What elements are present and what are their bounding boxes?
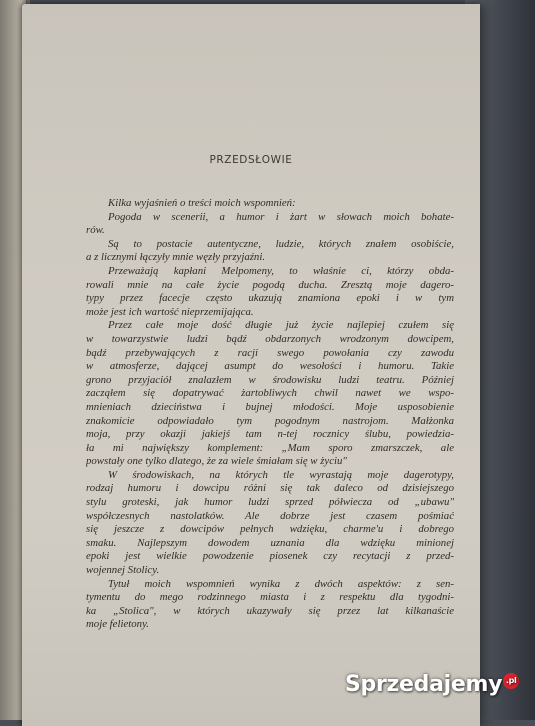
text-line: epoki jest wielkie powodzenie piosenek czy recytacji z przed- [86,550,454,563]
text-line: smaku. Najlepszym dowodem uznania dla wdzięku minionej [86,536,454,549]
text-line: Przez całe moje dość długie już życie najlepiej czułem się [108,319,454,332]
text-line: typy przez facecje często ukazują znamiona epoki i w tym [86,292,454,305]
text-line: Tytuł moich wspomnień wynika z dwóch aspektów: z sen- [108,577,454,590]
text-line: rów. [86,224,105,237]
text-line: a z licznymi łączyły mnie węzły przyjaźni. [86,251,266,264]
text-line: ka „Stolica", w których ukazywały się przez lat kilkanaście [86,604,454,617]
text-line: tymentu do mego rodzinnego miasta i z respektu dla tygodni- [86,591,454,604]
paragraph [86,265,454,319]
page-body [86,197,454,632]
text-line: rodzaj humoru i dowcipu różni się tak daleco od dzisiejszego [86,482,454,495]
page-heading: PRZEDSŁOWIE [209,154,293,166]
text-line: rowali mnie na całe życie pogodą ducha. Zresztą moje dagero- [86,278,454,291]
paragraph [86,578,454,632]
watermark-badge: .pl [503,673,519,689]
text-line: moje felietony. [86,618,149,631]
text-line: mnieniach dzieciństwa i bujnej młodości. Moje usposobienie [86,400,454,413]
text-line: zacząłem się dopatrywać żartobliwych chwil nawet we wspo- [86,387,454,400]
paragraph [86,469,454,578]
text-line: Kilka wyjaśnień o treści moich wspomnień: [108,197,296,209]
text-line: w towarzystwie ludzi bądź obdarzonych wrodzonym dowcipem, [86,332,454,345]
text-line: moja, przy okazji jakiejś tam n-tej rocznicy ślubu, powiedzia- [86,428,454,441]
watermark-logo [345,672,519,697]
paragraph [86,211,454,238]
text-line: Przeważają kapłani Melpomeny, to właśnie ci, którzy obda- [108,264,454,277]
paragraph [86,319,454,469]
text-line: grono przyjaciół znalazłem w środowisku ludzi teatru. Później [86,373,454,386]
text-line: współczesnych nastolatków. Ale dobrze jest czasem pośmiać [86,509,454,522]
text-line: może jest ich wartość nieprzemijająca. [86,305,254,318]
text-line: powstały one tylko dlatego, że za wiele śmiałam się w życiu" [86,455,347,468]
text-line: stylu groteski, jak humor ludzi sprzed półwiecza od „ubawu" [86,496,454,509]
text-line: ła mi największy komplement: „Mam sporo zmarszczek, ale [86,441,454,454]
paragraph [86,197,454,211]
paragraph [86,238,454,265]
text-line: Pogoda w scenerii, a humor i żart w słowach moich bohate- [108,210,454,223]
watermark-text: Sprzedajemy [345,672,503,697]
text-line: wojennej Stolicy. [86,564,160,577]
text-line: W środowiskach, na których tle wyrastają moje dagerotypy, [108,468,454,481]
text-line: się jeszcze z dowcipów pełnych wdzięku, charme'u i dobrego [86,523,454,536]
text-line: bądź przebywających z racji swego powołania czy zawodu [86,346,454,359]
text-line: w atmosferze, dającej asumpt do wesołości i humoru. Takie [86,360,454,373]
text-line: Są to postacie autentyczne, ludzie, których znałem osobiście, [108,237,454,250]
book-page [22,4,480,726]
text-line: znakomicie odpowiadało tym pogodnym nastrojom. Małżonka [86,414,454,427]
